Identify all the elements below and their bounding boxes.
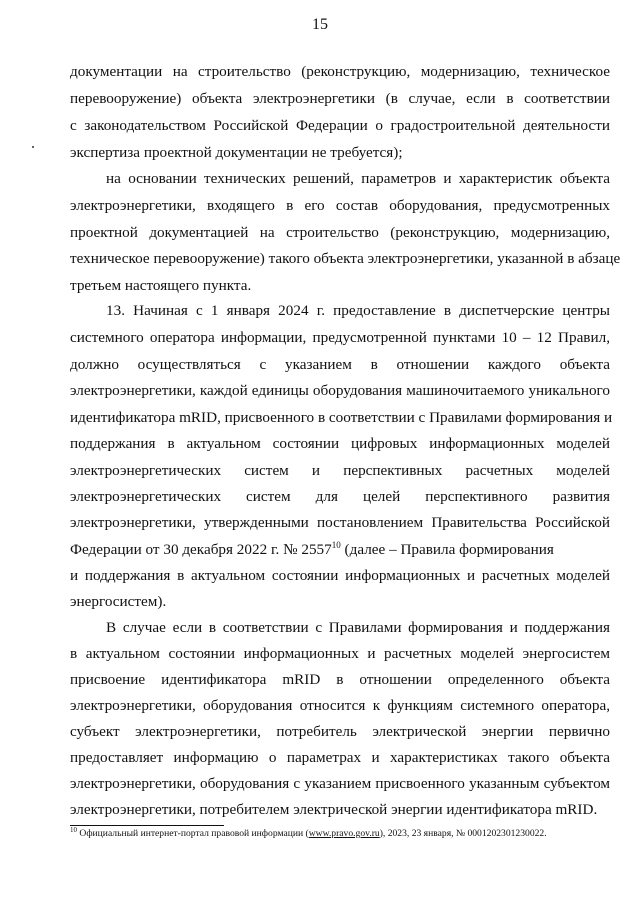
text-line: должно осуществляться с указанием в отношении каждого объекта bbox=[70, 356, 610, 373]
text-line: электроэнергетики, оборудования с указанием присвоенного указанным субъектом bbox=[70, 775, 610, 792]
text-line: поддержания в актуальном состоянии цифровых информационных моделей bbox=[70, 435, 610, 452]
text-line: электроэнергетики, потребителем электрической энергии идентификатора mRID. bbox=[70, 801, 598, 818]
footnote-separator bbox=[70, 825, 224, 826]
text-line: идентификатора mRID, присвоенного в соответствии с Правилами формирования и bbox=[70, 409, 613, 426]
text-line: третьем настоящего пункта. bbox=[70, 277, 252, 294]
text-line: присвоение идентификатора mRID в отношении определенного объекта bbox=[70, 671, 610, 688]
text-line: документации на строительство (реконструкцию, модернизацию, техническое bbox=[70, 63, 610, 80]
footnote-link[interactable]: www.pravo.gov.ru bbox=[308, 828, 380, 839]
text-line: субъект электроэнергетики, потребитель электрической энергии первично bbox=[70, 723, 610, 740]
text-line: системного оператора информации, предусмотренной пунктами 10 – 12 Правил, bbox=[70, 329, 610, 346]
scan-speck bbox=[32, 146, 34, 148]
text-line: электроэнергетических систем для целей перспективного развития bbox=[70, 488, 610, 505]
text-line: проектной документацией на строительство (реконструкцию, модернизацию, bbox=[70, 224, 610, 241]
footnote-text: Официальный интернет-портал правовой информации ( bbox=[77, 828, 309, 839]
line-text: Федерации от 30 декабря 2022 г. № 2557 bbox=[70, 541, 332, 558]
footnote-marker: 10 bbox=[70, 826, 77, 834]
text-line: В случае если в соответствии с Правилами формирования и поддержания bbox=[106, 619, 610, 636]
text-line: 13. Начиная с 1 января 2024 г. предоставление в диспетчерские центры bbox=[106, 302, 610, 319]
text-line: в актуальном состоянии информационных и расчетных моделей энергосистем bbox=[70, 645, 610, 662]
footnote bbox=[70, 828, 610, 840]
text-line: электроэнергетики, входящего в его состав оборудования, предусмотренных bbox=[70, 197, 610, 214]
text-line: электроэнергетических систем и перспективных расчетных моделей bbox=[70, 462, 610, 479]
line-text-tail: (далее – Правила формирования bbox=[340, 541, 554, 558]
text-line: на основании технических решений, параметров и характеристик объекта bbox=[106, 170, 610, 187]
footnote-reference: 10 bbox=[331, 540, 341, 550]
text-line: техническое перевооружение) такого объекта электроэнергетики, указанной в абзаце bbox=[70, 250, 621, 267]
text-line: предоставляет информацию о параметрах и характеристиках такого объекта bbox=[70, 749, 610, 766]
text-line: электроэнергетики, каждой единицы оборудования машиночитаемого уникального bbox=[70, 382, 610, 399]
text-line: с законодательством Российской Федерации о градостроительной деятельности bbox=[70, 117, 610, 134]
text-line: перевооружение) объекта электроэнергетики (в случае, если в соответствии bbox=[70, 90, 610, 107]
page-number: 15 bbox=[312, 16, 328, 33]
text-line: энергосистем). bbox=[70, 593, 167, 610]
text-line: электроэнергетики, утвержденными постановлением Правительства Российской bbox=[70, 514, 610, 531]
text-line: и поддержания в актуальном состоянии информационных и расчетных моделей bbox=[70, 567, 610, 584]
text-line: экспертиза проектной документации не требуется); bbox=[70, 144, 403, 161]
text-line-with-footnote bbox=[70, 541, 554, 559]
footnote-text-end: ), 2023, 23 января, № 0001202301230022. bbox=[379, 828, 547, 839]
text-line: электроэнергетики, оборудования относится к функциям системного оператора, bbox=[70, 697, 610, 714]
